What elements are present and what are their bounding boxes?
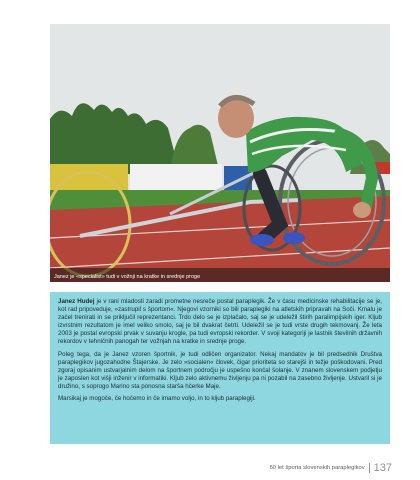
- footer-title: 50 let športa slovenskih paraplegikov: [269, 465, 365, 471]
- paragraph-intro-body: je v rani mladosti zaradi prometne nesreče postal paraplegik. Že v času medicinske rehabilitacije se je, kot rad pripoveduje, »zastrupil s športom«. Njegovi vzorniki so bili paraplegiki na atletskih pripravah na Soči. Kmalu je začel trenirati in se priključil reprezentanci. Trdo delo se je izplačalo, saj se je udeležil štirih paralimpijskih iger. Kljub izvrstnim rezultatom je imel veliko smolo, saj je bil dvakrat četrti. Udeležil se je tudi vrste drugih tekmovanj. Že leta 2003 je postal evropski prvak v suvanju krogle, pa tudi evropski rekorder. V svoji kategoriji je lastnik številnih državnih rekordov v tehničnih panogah ter vožnjah na kratke in srednje proge.: [58, 298, 382, 346]
- wheelchair-racer-image: [50, 24, 390, 282]
- page-footer: [270, 462, 392, 474]
- page-number: 137: [373, 462, 392, 474]
- photo-caption: Janez je «specialist» tudi v vožnji na kratke in srednje proge: [54, 274, 201, 280]
- paragraph-organizer: Poleg tega, da je Janez vzoren športnik, je tudi odličen organizator. Nekaj mandatov je bil predsednik Društva paraplegikov jugozahodne Štajerske. Je zelo »socialen« človek, čigar prioriteta so starejši in težje poškodovani. Pred zgoraj opisanim ustvarjalnim delom na športnem področju je uspešno končal šolanje. V znanem slovenskem podjetju je zaposlen kot višji inženir v informatiki. Kljub zelo aktivnemu življenju pa ni pozabil na zasebno življenje. Ustvaril si je družino, s soprogo Marino sta ponosna starša hčerke Maje.: [58, 350, 382, 390]
- article-textbox: [50, 292, 390, 444]
- athlete-name: Janez Hudej: [58, 298, 95, 305]
- banner-white: [130, 164, 222, 192]
- footer-divider: [369, 463, 370, 473]
- paragraph-intro: [58, 298, 382, 347]
- athlete-photo: [50, 24, 390, 282]
- paragraph-closing: Marsikaj je mogoče, če hočemo in če imamo voljo, in to kljub paraplegiji.: [58, 395, 256, 403]
